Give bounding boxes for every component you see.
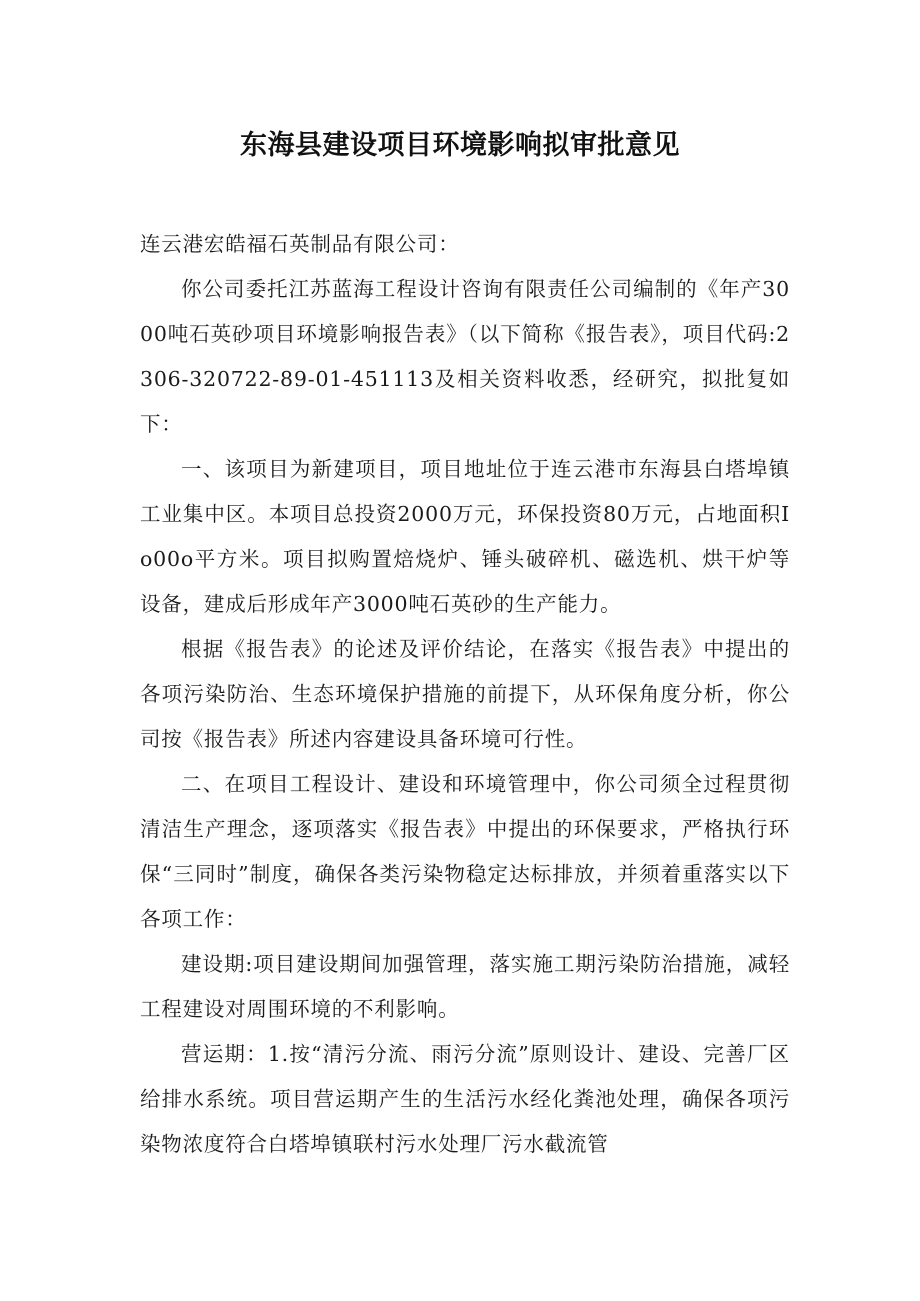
paragraph-operation-period: 营运期：1.按“清污分流、雨污分流”原则设计、建设、完善厂区给排水系统。项目营运期产生的生活污水经化粪池处理，确保各项污染物浓度符合白塔埠镇联村污水处理厂污水截流管 — [140, 1042, 790, 1156]
paragraph-project-overview: 一、该项目为新建项目，项目地址位于连云港市东海县白塔埠镇工业集中区。本项目总投资2000万元，环保投资80万元，占地面积Io00o平方米。项目拟购置焙烧炉、锤头破碎机、磁选机、烘干炉等设备，建成后形成年产3000吨石英砂的生产能力。 — [140, 457, 790, 616]
document-body — [140, 222, 790, 1167]
paragraph-construction-period: 建设期:项目建设期间加强管理，落实施工期污染防治措施，减轻工程建设对周围环境的不利影响。 — [140, 952, 790, 1021]
paragraph-feasibility: 根据《报告表》的论述及评价结论，在落实《报告表》中提出的各项污染防治、生态环境保护措施的前提下，从环保角度分析，你公司按《报告表》所述内容建设具备环境可行性。 — [140, 637, 790, 751]
document-title: 东海县建设项目环境影响拟审批意见 — [240, 130, 680, 161]
paragraph-intro: 你公司委托江苏蓝海工程设计咨询有限责任公司编制的《年产3000吨石英砂项目环境影响报告表》（以下简称《报告表》，项目代码:2306-320722-89-01-451113及相关资料收悉，经研究，拟批复如下： — [140, 277, 790, 436]
paragraph-requirements: 二、在项目工程设计、建设和环境管理中，你公司须全过程贯彻清洁生产理念，逐项落实《报告表》中提出的环保要求，严格执行环保“三同时”制度，确保各类污染物稳定达标排放，并须着重落实以下各项工作： — [140, 772, 790, 931]
salutation: 连云港宏皓福石英制品有限公司： — [140, 232, 460, 256]
